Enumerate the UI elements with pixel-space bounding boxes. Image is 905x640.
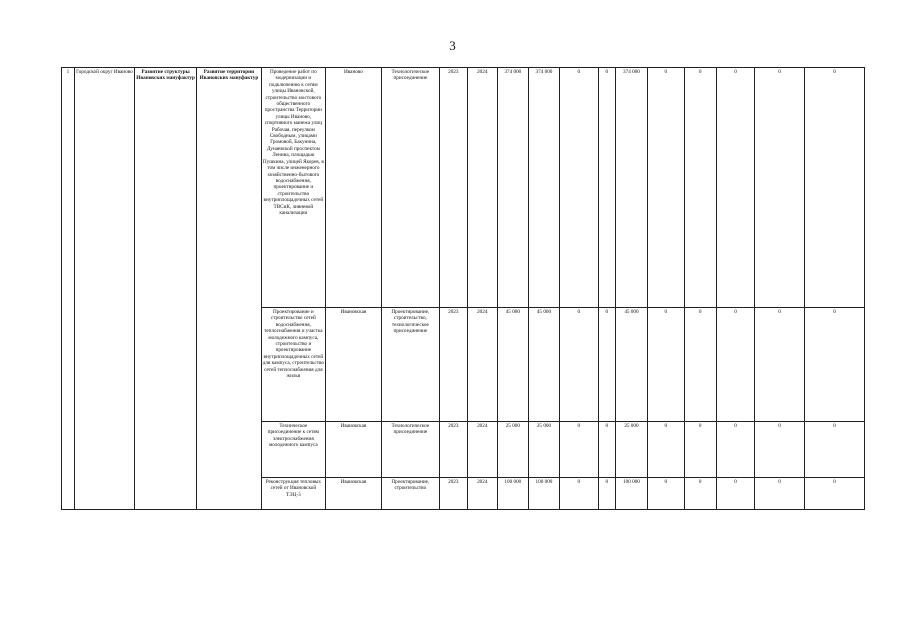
value-cell: 374 000	[615, 68, 647, 308]
type-cell: Технологическое присоединение	[381, 422, 439, 478]
type-cell: Технологическое присоединение	[381, 68, 439, 308]
value-cell: 0	[755, 422, 804, 478]
value-cell: 0	[560, 308, 599, 422]
end-year-cell: 2024	[467, 422, 497, 478]
value-cell: 0	[598, 308, 615, 422]
value-cell: 0	[755, 68, 804, 308]
value-cell: 45 000	[615, 308, 647, 422]
executor-cell: Ивановская	[326, 308, 382, 422]
value-cell: 0	[716, 478, 755, 510]
row-number-cell: 1	[62, 68, 75, 510]
value-cell: 0	[804, 422, 864, 478]
start-year-cell: 2023	[439, 68, 467, 308]
value-cell: 0	[684, 422, 716, 478]
page-number: 3	[449, 38, 456, 53]
total-cell: 25 000	[497, 422, 528, 478]
value-cell: 0	[755, 478, 804, 510]
start-year-cell: 2023	[439, 478, 467, 510]
event-cell: Реконструкция тепловых сетей от Ивановской ТЭЦ-3	[261, 478, 325, 510]
value-cell: 0	[598, 478, 615, 510]
executor-cell: Ивановская	[326, 422, 382, 478]
municipality-cell: Городской округ Иваново	[74, 68, 134, 510]
federal-cell: 25 000	[528, 422, 559, 478]
program-table	[61, 67, 865, 510]
value-cell: 0	[560, 68, 599, 308]
end-year-cell: 2024	[467, 68, 497, 308]
value-cell: 0	[684, 478, 716, 510]
federal-cell: 100 000	[528, 478, 559, 510]
total-cell: 45 000	[497, 308, 528, 422]
value-cell: 0	[716, 422, 755, 478]
start-year-cell: 2023	[439, 308, 467, 422]
value-cell: 0	[648, 308, 685, 422]
value-cell: 0	[716, 68, 755, 308]
value-cell: 0	[648, 68, 685, 308]
end-year-cell: 2024	[467, 308, 497, 422]
federal-cell: 374 000	[528, 68, 559, 308]
start-year-cell: 2023	[439, 422, 467, 478]
total-cell: 100 000	[497, 478, 528, 510]
value-cell: 0	[648, 422, 685, 478]
value-cell: 0	[560, 422, 599, 478]
end-year-cell: 2024	[467, 478, 497, 510]
value-cell: 0	[684, 308, 716, 422]
value-cell: 0	[598, 68, 615, 308]
event-cell: Техническое присоединение к сетям электроснабжения молодежного кампуса	[261, 422, 325, 478]
project-cell: Развитие территории Ивановских мануфактур	[197, 68, 261, 510]
program-cell: Развитие структуры Ивановских мануфактур	[134, 68, 196, 510]
value-cell: 0	[804, 68, 864, 308]
value-cell: 100 000	[615, 478, 647, 510]
event-cell: Проведение работ по модернизации и подключению к сетям улицы Ивановской, строительство мостового общественного пространства Территории улицы Иваново, спортивного манежа улиц Рабочая, переулком Свободным, улицами Громовой, Бакунина, Дунаевской проспектом Ленина, площадью Пушкина, улицей Якорев, в том числе инженерного хозяйственно-бытового водоснабжения, проектирование и строительство внутриплощадочных сетей ТВСиК, ливневой канализации	[261, 68, 325, 308]
value-cell: 0	[755, 308, 804, 422]
executor-cell: Иваново	[326, 68, 382, 308]
value-cell: 0	[560, 478, 599, 510]
value-cell: 0	[804, 478, 864, 510]
value-cell: 0	[716, 308, 755, 422]
value-cell: 0	[648, 478, 685, 510]
value-cell: 0	[804, 308, 864, 422]
type-cell: Проектирование, строительство, технологическое присоединение	[381, 308, 439, 422]
event-cell: Проектирование и строительство сетей водоснабжения, теплоснабжения и участка молодежного кампуса, строительство и проектирование внутриплощадочных сетей для кампуса, строительство сетей теплоснабжения для жилья	[261, 308, 325, 422]
value-cell: 0	[598, 422, 615, 478]
table-row	[62, 68, 865, 308]
value-cell: 25 000	[615, 422, 647, 478]
executor-cell: Ивановская	[326, 478, 382, 510]
federal-cell: 45 000	[528, 308, 559, 422]
value-cell: 0	[684, 68, 716, 308]
total-cell: 374 000	[497, 68, 528, 308]
type-cell: Проектирование, строительство	[381, 478, 439, 510]
